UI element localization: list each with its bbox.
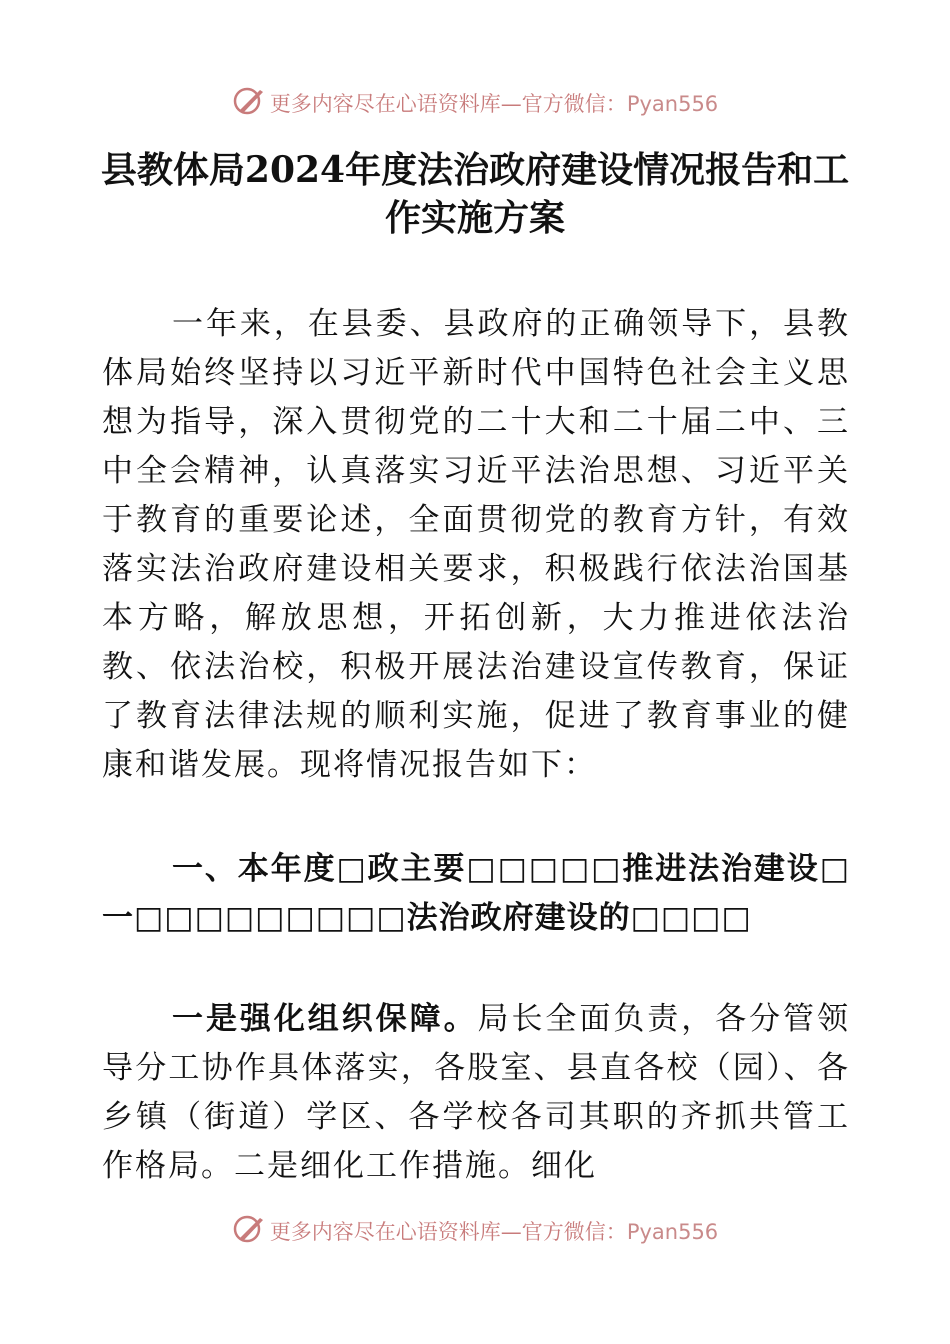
document-title: 县教体局2024年度法治政府建设情况报告和工作实施方案 [100, 149, 850, 239]
intro-paragraph: 一年来，在县委、县政府的正确领导下，县教体局始终坚持以习近平新时代中国特色社会主义思想为指导，深入贯彻党的二十大和二十届二中、三中全会精神，认真落实习近平法治思想、习近平关于教育的重要论述，全面贯彻党的教育方针，有效落实法治政府建设相关要求，积极践行依法治国基本方略，解放思想，开拓创新，大力推进依法治教、依法治校，积极开展法治建设宣传教育，保证了教育法律法规的顺利实施，促进了教育事业的健康和谐发展。现将情况报告如下： [102, 306, 850, 783]
watermark-footer [0, 1214, 950, 1252]
watermark-header [0, 86, 950, 124]
section-heading: 一、本年度□政主要□□□□□推进法治建设□一□□□□□□□□□法治政府建设的□□□□ [102, 851, 850, 936]
quill-pen-icon [232, 86, 266, 124]
watermark-handle: Pyan556 [626, 1220, 719, 1244]
watermark-handle: Pyan556 [626, 92, 719, 116]
body-lead: 一是强化组织保障。 [172, 1001, 478, 1037]
watermark-text: 更多内容尽在心语资料库—官方微信： [269, 92, 627, 116]
quill-pen-icon [232, 1214, 266, 1252]
watermark-text: 更多内容尽在心语资料库—官方微信： [269, 1220, 627, 1244]
body-text: 局长全面负责，各分管领导分工协作具体落实，各股室、县直各校（园）、各乡镇（街道）学区、各学校各司其职的齐抓共管工作格局。二是细化工作措施。细化 [102, 1001, 851, 1184]
body-paragraph [102, 995, 850, 1191]
